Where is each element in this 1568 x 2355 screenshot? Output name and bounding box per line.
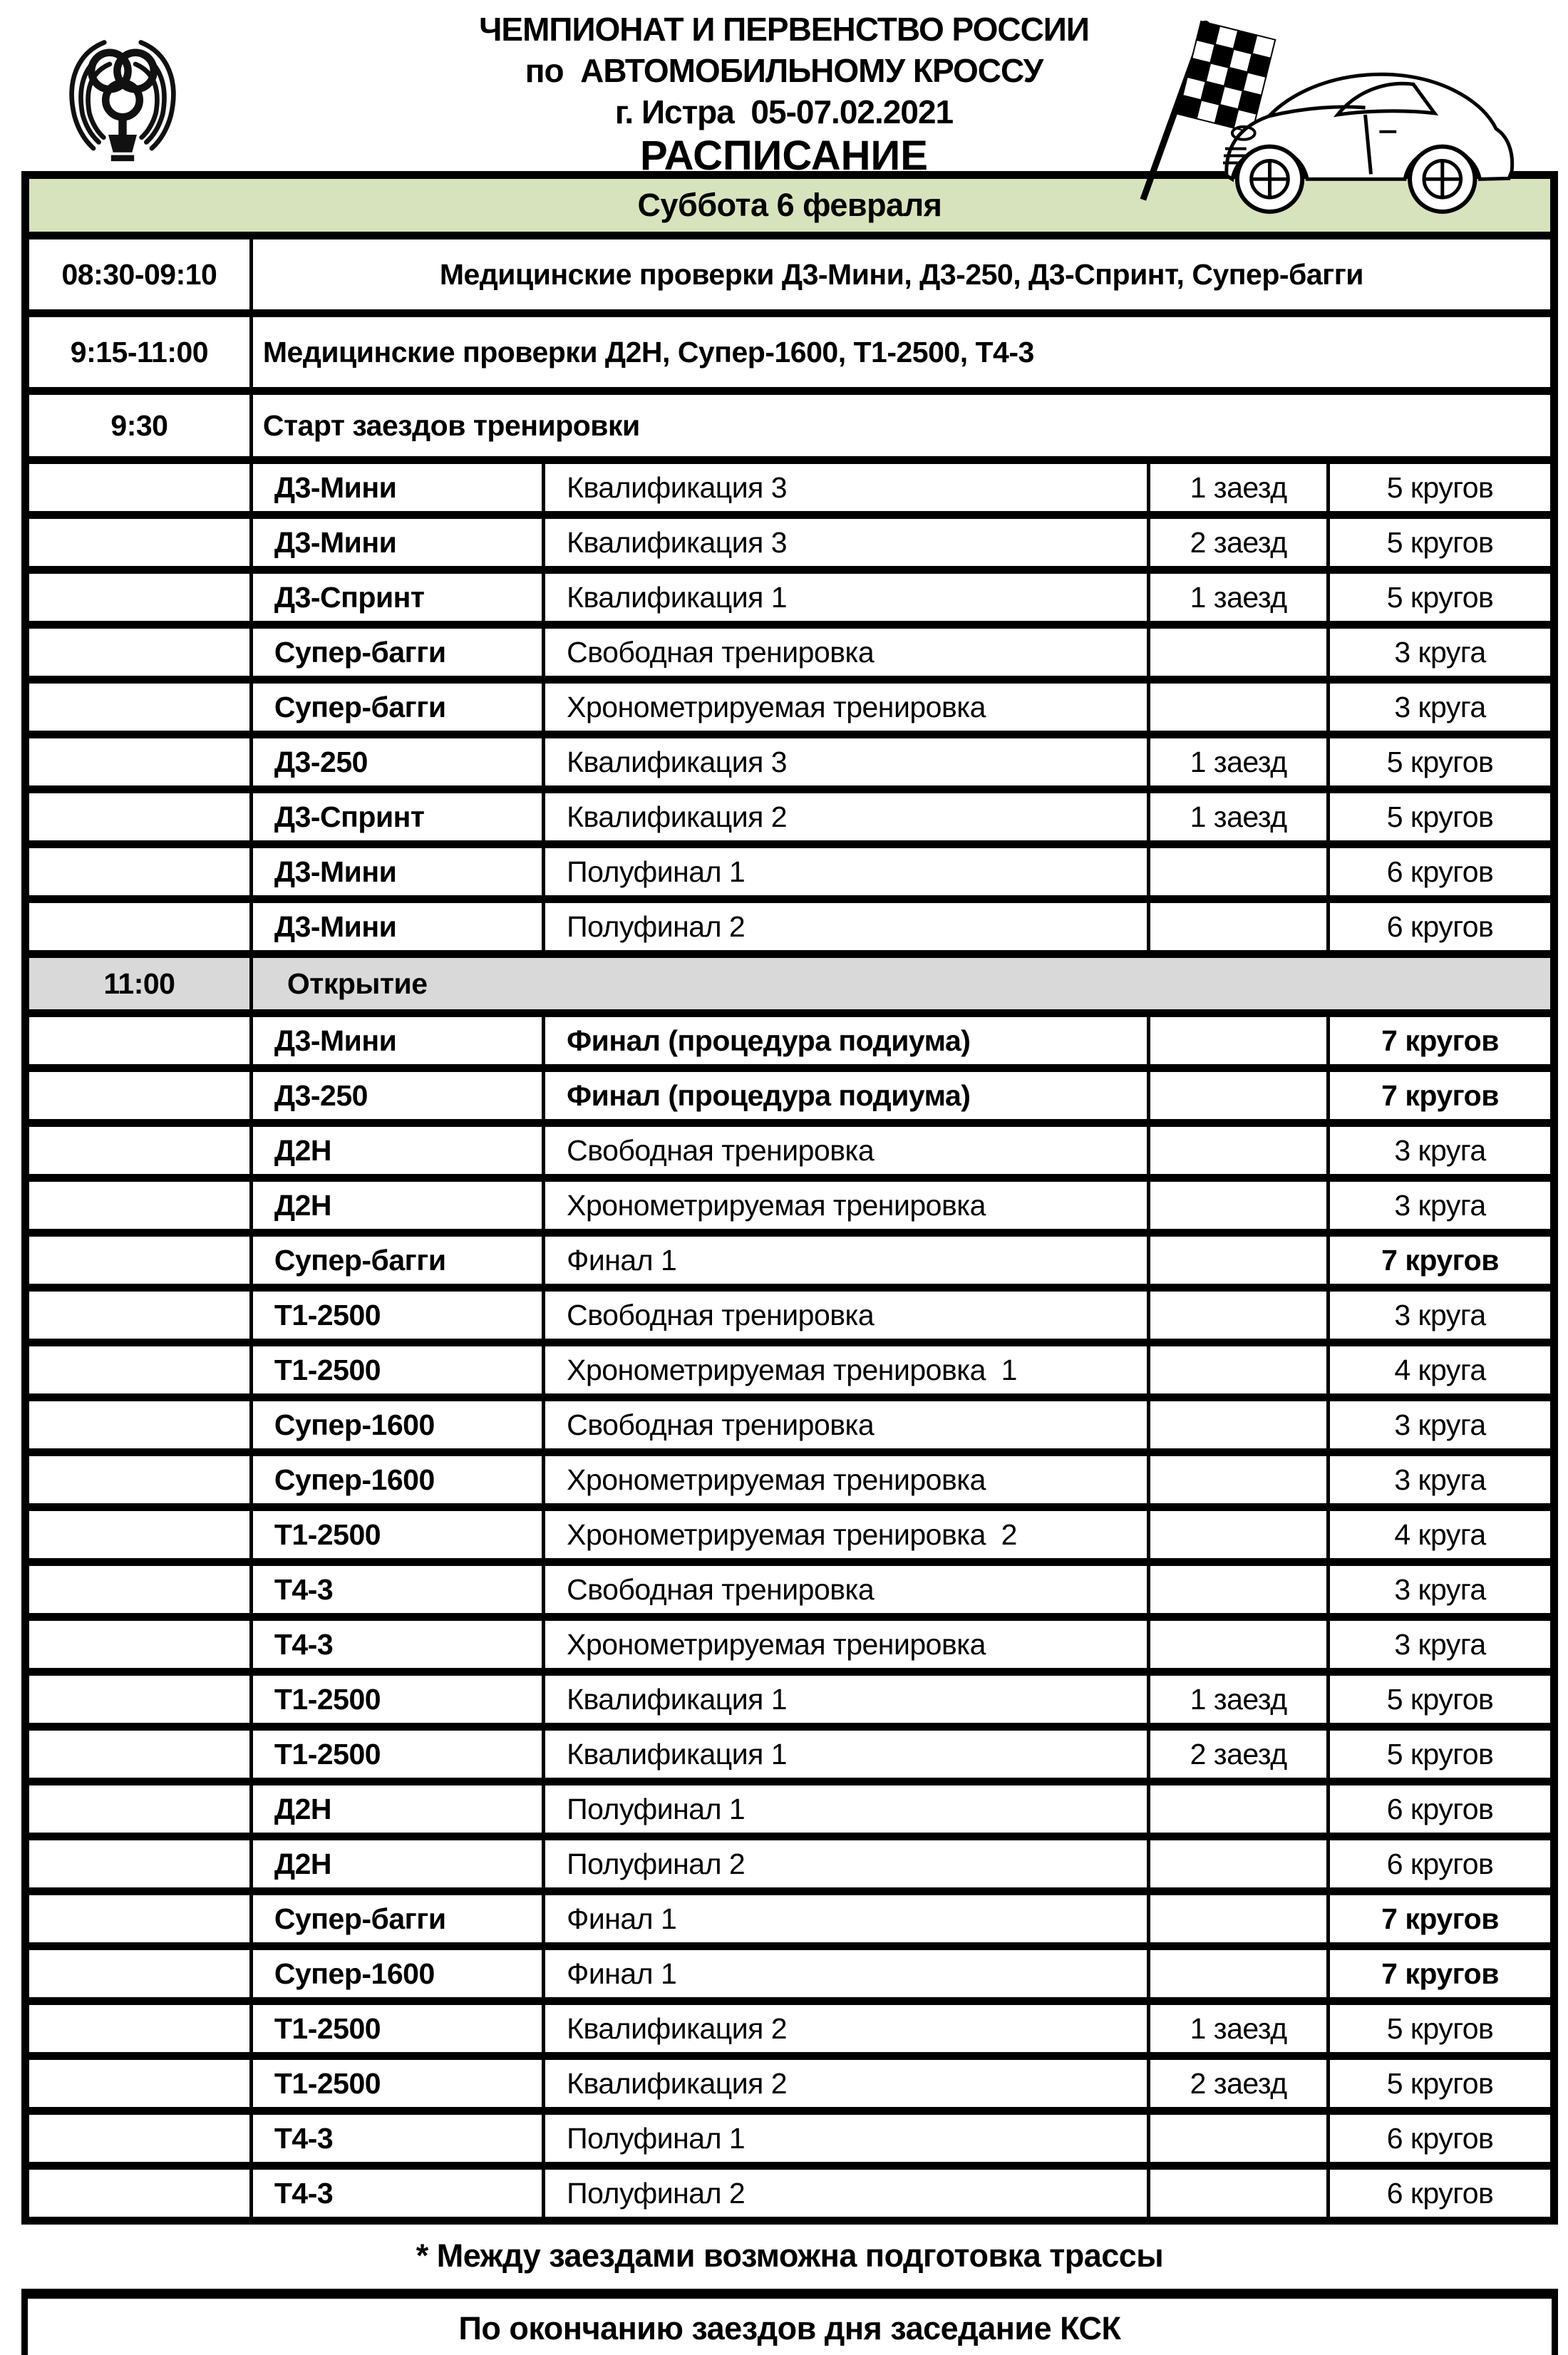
event-row — [26, 515, 1554, 570]
laps-count-cell: 7 кругов — [1329, 1014, 1554, 1068]
event-name-cell: Квалификация 1 — [544, 570, 1149, 625]
vehicle-class-cell: Т1-2500 — [251, 1672, 543, 1727]
event-row — [26, 1617, 1554, 1672]
vehicle-class-cell: Супер-багги — [251, 1233, 543, 1288]
event-row — [26, 735, 1554, 790]
vehicle-class-cell: Д3-Мини — [251, 515, 543, 570]
event-row — [26, 1892, 1554, 1947]
event-name-cell: Хронометрируемая тренировка — [544, 680, 1149, 735]
event-name-cell: Квалификация 3 — [544, 460, 1149, 515]
heat-number-cell: 1 заезд — [1149, 790, 1329, 845]
heat-number-cell — [1149, 2166, 1329, 2221]
event-name-cell: Полуфинал 2 — [544, 2166, 1149, 2221]
time-cell — [26, 1068, 252, 1123]
vehicle-class-cell: Т1-2500 — [251, 2056, 543, 2111]
heat-number-cell — [1149, 1892, 1329, 1947]
time-cell — [26, 1727, 252, 1782]
event-name-cell: Свободная тренировка — [544, 1562, 1149, 1617]
vehicle-class-cell: Д3-250 — [251, 735, 543, 790]
event-row — [26, 845, 1554, 900]
vehicle-class-cell: Д3-Мини — [251, 1014, 543, 1068]
vehicle-class-cell: Т1-2500 — [251, 1727, 543, 1782]
laps-count-cell: 4 круга — [1329, 1508, 1554, 1562]
event-row — [26, 1727, 1554, 1782]
event-name-cell: Квалификация 3 — [544, 735, 1149, 790]
laps-count-cell: 6 кругов — [1329, 1837, 1554, 1892]
checkered-flag-car-icon — [1122, 6, 1518, 214]
heat-number-cell — [1149, 1398, 1329, 1453]
laps-count-cell: 5 кругов — [1329, 735, 1554, 790]
vehicle-class-cell: Супер-багги — [251, 680, 543, 735]
laps-count-cell: 3 круга — [1329, 1562, 1554, 1617]
event-name-cell: Финал (процедура подиума) — [544, 1014, 1149, 1068]
heat-number-cell — [1149, 1178, 1329, 1233]
heat-number-cell: 1 заезд — [1149, 1672, 1329, 1727]
day-header-cell: Суббота 6 февраля — [26, 175, 1554, 236]
vehicle-class-cell: Т1-2500 — [251, 1508, 543, 1562]
event-row — [26, 1837, 1554, 1892]
vehicle-class-cell: Т4-3 — [251, 1617, 543, 1672]
time-cell — [26, 845, 252, 900]
vehicle-class-cell: Д3-Мини — [251, 460, 543, 515]
laps-count-cell: 6 кругов — [1329, 845, 1554, 900]
opening-row — [26, 954, 1554, 1014]
laps-count-cell: 5 кругов — [1329, 570, 1554, 625]
footnote-track-prep: * Между заездами возможна подготовка трассы — [416, 2237, 1164, 2274]
vehicle-class-cell: Д2Н — [251, 1837, 543, 1892]
time-cell: 9:15-11:00 — [26, 314, 252, 391]
time-cell — [26, 1014, 252, 1068]
time-cell — [26, 1617, 252, 1672]
vehicle-class-cell: Супер-1600 — [251, 1398, 543, 1453]
laps-count-cell: 5 кругов — [1329, 515, 1554, 570]
time-cell — [26, 735, 252, 790]
time-cell — [26, 1782, 252, 1837]
time-cell — [26, 1343, 252, 1398]
event-row — [26, 1123, 1554, 1178]
heat-number-cell — [1149, 1288, 1329, 1343]
heat-number-cell — [1149, 1837, 1329, 1892]
heat-number-cell: 1 заезд — [1149, 570, 1329, 625]
heat-number-cell: 2 заезд — [1149, 1727, 1329, 1782]
event-name-cell: Квалификация 1 — [544, 1727, 1149, 1782]
event-row — [26, 680, 1554, 735]
heat-number-cell: 1 заезд — [1149, 2001, 1329, 2056]
laps-count-cell: 3 круга — [1329, 680, 1554, 735]
time-row — [26, 236, 1554, 314]
time-cell — [26, 2166, 252, 2221]
laps-count-cell: 3 круга — [1329, 1288, 1554, 1343]
laps-count-cell: 3 круга — [1329, 1123, 1554, 1178]
heat-number-cell: 1 заезд — [1149, 735, 1329, 790]
laps-count-cell: 6 кругов — [1329, 2166, 1554, 2221]
event-name-cell: Квалификация 3 — [544, 515, 1149, 570]
time-row — [26, 391, 1554, 460]
heat-number-cell — [1149, 1233, 1329, 1288]
event-row — [26, 1398, 1554, 1453]
time-cell — [26, 2056, 252, 2111]
heat-number-cell — [1149, 1562, 1329, 1617]
vehicle-class-cell: Т4-3 — [251, 2166, 543, 2221]
laps-count-cell: 5 кругов — [1329, 2001, 1554, 2056]
title-discipline: по АВТОМОБИЛЬНОМУ КРОССУ — [525, 52, 1043, 89]
event-name-cell: Хронометрируемая тренировка 2 — [544, 1508, 1149, 1562]
laps-count-cell: 3 круга — [1329, 1453, 1554, 1508]
heat-number-cell — [1149, 1453, 1329, 1508]
event-name-cell: Свободная тренировка — [544, 1123, 1149, 1178]
description-cell: Старт заездов тренировки — [251, 391, 1554, 460]
laps-count-cell: 6 кругов — [1329, 2111, 1554, 2166]
time-row — [26, 314, 1554, 391]
event-name-cell: Полуфинал 1 — [544, 1782, 1149, 1837]
event-name-cell: Финал 1 — [544, 1892, 1149, 1947]
vehicle-class-cell: Д3-Спринт — [251, 790, 543, 845]
vehicle-class-cell: Т1-2500 — [251, 1343, 543, 1398]
heat-number-cell — [1149, 1782, 1329, 1837]
vehicle-class-cell: Д2Н — [251, 1178, 543, 1233]
vehicle-class-cell: Т1-2500 — [251, 2001, 543, 2056]
vehicle-class-cell: Т1-2500 — [251, 1288, 543, 1343]
event-name-cell: Хронометрируемая тренировка — [544, 1178, 1149, 1233]
laps-count-cell: 5 кругов — [1329, 1727, 1554, 1782]
vehicle-class-cell: Супер-1600 — [251, 1947, 543, 2001]
laps-count-cell: 5 кругов — [1329, 2056, 1554, 2111]
vehicle-class-cell: Супер-багги — [251, 1892, 543, 1947]
time-cell — [26, 625, 252, 680]
time-cell — [26, 1837, 252, 1892]
event-row — [26, 1947, 1554, 2001]
title-championship: ЧЕМПИОНАТ И ПЕРВЕНСТВО РОССИИ — [479, 11, 1089, 48]
event-name-cell: Финал (процедура подиума) — [544, 1068, 1149, 1123]
time-cell — [26, 2111, 252, 2166]
title-location-date: г. Истра 05-07.02.2021 — [614, 93, 954, 130]
heat-number-cell — [1149, 680, 1329, 735]
event-name-cell: Хронометрируемая тренировка — [544, 1453, 1149, 1508]
time-cell: 9:30 — [26, 391, 252, 460]
event-name-cell: Квалификация 2 — [544, 2056, 1149, 2111]
vehicle-class-cell: Д2Н — [251, 1782, 543, 1837]
event-name-cell: Финал 1 — [544, 1947, 1149, 2001]
time-cell — [26, 1562, 252, 1617]
event-row — [26, 2166, 1554, 2221]
heat-number-cell — [1149, 1068, 1329, 1123]
heat-number-cell — [1149, 2111, 1329, 2166]
time-cell — [26, 680, 252, 735]
event-row — [26, 2111, 1554, 2166]
event-row — [26, 1453, 1554, 1508]
heat-number-cell: 2 заезд — [1149, 2056, 1329, 2111]
event-row — [26, 1233, 1554, 1288]
laps-count-cell: 3 круга — [1329, 1398, 1554, 1453]
time-cell — [26, 1947, 252, 2001]
event-name-cell: Квалификация 1 — [544, 1672, 1149, 1727]
vehicle-class-cell: Т4-3 — [251, 2111, 543, 2166]
laps-count-cell: 3 круга — [1329, 625, 1554, 680]
schedule-table — [21, 171, 1558, 2225]
event-row — [26, 2001, 1554, 2056]
time-cell — [26, 1672, 252, 1727]
event-row — [26, 1178, 1554, 1233]
time-cell — [26, 1123, 252, 1178]
event-row — [26, 1068, 1554, 1123]
time-cell: 11:00 — [26, 954, 252, 1014]
laps-count-cell: 6 кругов — [1329, 900, 1554, 954]
heat-number-cell — [1149, 1014, 1329, 1068]
time-cell — [26, 1233, 252, 1288]
event-row — [26, 2056, 1554, 2111]
event-name-cell: Квалификация 2 — [544, 2001, 1149, 2056]
description-cell: Медицинские проверки Д2Н, Супер-1600, Т1-2500, Т4-3 — [251, 314, 1554, 391]
vehicle-class-cell: Супер-1600 — [251, 1453, 543, 1508]
event-row — [26, 570, 1554, 625]
event-name-cell: Полуфинал 1 — [544, 845, 1149, 900]
event-name-cell: Полуфинал 2 — [544, 900, 1149, 954]
laps-count-cell: 5 кругов — [1329, 1672, 1554, 1727]
time-cell — [26, 460, 252, 515]
time-cell — [26, 1288, 252, 1343]
heat-number-cell — [1149, 1508, 1329, 1562]
laps-count-cell: 7 кругов — [1329, 1947, 1554, 2001]
laps-count-cell: 6 кругов — [1329, 1782, 1554, 1837]
laps-count-cell: 7 кругов — [1329, 1892, 1554, 1947]
time-cell — [26, 1508, 252, 1562]
description-cell: Медицинские проверки Д3-Мини, Д3-250, Д3-Спринт, Супер-багги — [251, 236, 1554, 314]
event-row — [26, 1288, 1554, 1343]
laps-count-cell: 7 кругов — [1329, 1068, 1554, 1123]
event-row — [26, 1562, 1554, 1617]
time-cell — [26, 1178, 252, 1233]
page-title: РАСПИСАНИЕ — [640, 133, 928, 179]
page-header — [0, 0, 1568, 179]
heat-number-cell — [1149, 1123, 1329, 1178]
laps-count-cell: 3 круга — [1329, 1617, 1554, 1672]
time-cell — [26, 570, 252, 625]
opening-cell: Открытие — [251, 954, 1554, 1014]
heat-number-cell — [1149, 1343, 1329, 1398]
footer-ksk-note: По окончанию заездов дня заседание КСК — [21, 2289, 1558, 2355]
event-name-cell: Хронометрируемая тренировка 1 — [544, 1343, 1149, 1398]
heat-number-cell — [1149, 1617, 1329, 1672]
laps-count-cell: 7 кругов — [1329, 1233, 1554, 1288]
time-cell — [26, 1453, 252, 1508]
event-row — [26, 900, 1554, 954]
laps-count-cell: 4 круга — [1329, 1343, 1554, 1398]
heat-number-cell — [1149, 900, 1329, 954]
event-row — [26, 460, 1554, 515]
heat-number-cell — [1149, 845, 1329, 900]
event-name-cell: Полуфинал 1 — [544, 2111, 1149, 2166]
vehicle-class-cell: Д3-Мини — [251, 845, 543, 900]
vehicle-class-cell: Д2Н — [251, 1123, 543, 1178]
event-row — [26, 625, 1554, 680]
laps-count-cell: 3 круга — [1329, 1178, 1554, 1233]
vehicle-class-cell: Д3-250 — [251, 1068, 543, 1123]
event-row — [26, 1014, 1554, 1068]
laps-count-cell: 5 кругов — [1329, 790, 1554, 845]
event-name-cell: Квалификация 2 — [544, 790, 1149, 845]
time-cell — [26, 2001, 252, 2056]
heat-number-cell — [1149, 1947, 1329, 2001]
time-cell — [26, 1398, 252, 1453]
event-row — [26, 790, 1554, 845]
heat-number-cell — [1149, 625, 1329, 680]
time-cell — [26, 790, 252, 845]
event-row — [26, 1782, 1554, 1837]
event-name-cell: Хронометрируемая тренировка — [544, 1617, 1149, 1672]
event-row — [26, 1508, 1554, 1562]
vehicle-class-cell: Т4-3 — [251, 1562, 543, 1617]
vehicle-class-cell: Д3-Мини — [251, 900, 543, 954]
event-name-cell: Финал 1 — [544, 1233, 1149, 1288]
event-name-cell: Свободная тренировка — [544, 625, 1149, 680]
vehicle-class-cell: Супер-багги — [251, 625, 543, 680]
laps-count-cell: 5 кругов — [1329, 460, 1554, 515]
heat-number-cell: 2 заезд — [1149, 515, 1329, 570]
event-row — [26, 1343, 1554, 1398]
event-name-cell: Свободная тренировка — [544, 1288, 1149, 1343]
heat-number-cell: 1 заезд — [1149, 460, 1329, 515]
time-cell — [26, 900, 252, 954]
event-name-cell: Свободная тренировка — [544, 1398, 1149, 1453]
event-row — [26, 1672, 1554, 1727]
time-cell — [26, 515, 252, 570]
time-cell: 08:30-09:10 — [26, 236, 252, 314]
time-cell — [26, 1892, 252, 1947]
vehicle-class-cell: Д3-Спринт — [251, 570, 543, 625]
schedule-table-body — [26, 175, 1554, 2221]
event-name-cell: Полуфинал 2 — [544, 1837, 1149, 1892]
